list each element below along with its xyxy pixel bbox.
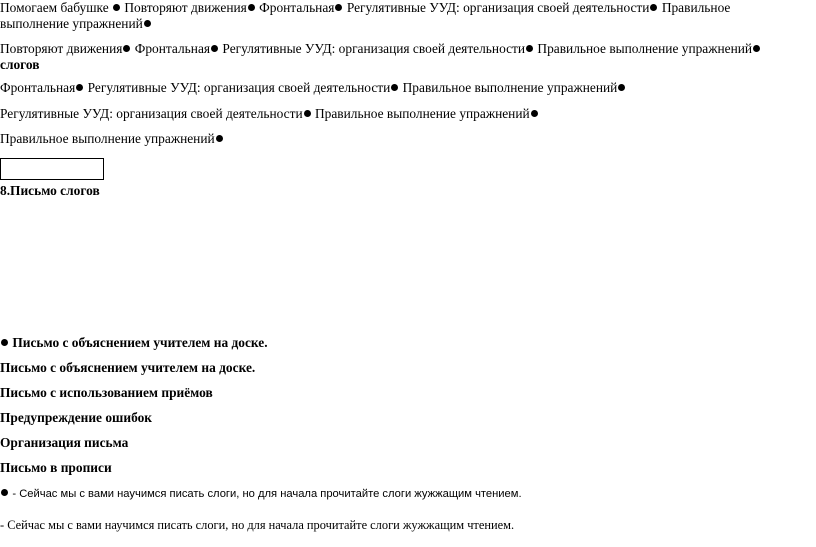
bullet-icon <box>113 4 120 11</box>
bold-item-2: Письмо с объяснением учителем на доске. <box>0 360 256 375</box>
line5-text-1: Правильное выполнение упражнений <box>0 131 215 146</box>
bold-item-1-text: Письмо с объяснением учителем на доске. <box>12 335 268 350</box>
line4-text-2: Правильное выполнение упражнений <box>315 106 530 121</box>
line2-text-4: Правильное выполнение упражнений <box>537 41 753 56</box>
bullet-icon <box>335 4 342 11</box>
bold-item-4: Предупреждение ошибок <box>0 410 152 425</box>
bold-item-5: Организация письма <box>0 435 129 450</box>
bullet-icon <box>248 4 255 11</box>
instruction-line-1 <box>0 485 522 502</box>
line3-text-1: Фронтальная <box>0 80 76 95</box>
bold-item-1 <box>0 335 268 350</box>
bullet-icon <box>391 84 398 91</box>
bold-item-6: Письмо в прописи <box>0 460 112 475</box>
bullet-icon <box>753 45 760 52</box>
bold-item-3: Письмо с использованием приёмов <box>0 385 213 400</box>
line2-syllables: слогов <box>0 56 40 72</box>
line1-text-2: Повторяют движения <box>124 0 247 15</box>
line1-text-5: Правильное выполнение упражнений <box>0 0 731 31</box>
line4-text-1: Регулятивные УУД: организация своей деятельности <box>0 106 303 121</box>
bullet-icon <box>531 110 538 117</box>
line3-text-3: Правильное выполнение упражнений <box>402 80 618 95</box>
bullet-icon <box>123 45 130 52</box>
bullet-icon <box>618 84 625 91</box>
text-line-4 <box>0 106 539 121</box>
bullet-icon <box>650 4 657 11</box>
line2-text-1: Повторяют движения <box>0 41 123 56</box>
line2-text-2: Фронтальная <box>134 41 211 56</box>
text-line-2 <box>0 41 790 72</box>
bullet-icon <box>1 489 8 496</box>
bullet-icon <box>76 84 83 91</box>
empty-box <box>0 158 104 180</box>
bullet-icon <box>216 135 223 142</box>
line1-text-4: Регулятивные УУД: организация своей деятельности <box>346 0 650 15</box>
instruction-line-2: - Сейчас мы с вами научимся писать слоги, но для начала прочитайте слоги жужжащим чтением. <box>0 518 515 532</box>
line1-text-1: Помогаем бабушке <box>0 0 109 15</box>
bullet-icon <box>1 339 8 346</box>
bullet-icon <box>526 45 533 52</box>
line3-text-2: Регулятивные УУД: организация своей деятельности <box>87 80 391 95</box>
bullet-icon <box>304 110 311 117</box>
text-line-3 <box>0 80 626 95</box>
bullet-icon <box>144 20 151 27</box>
section-title: 8.Письмо слогов <box>0 183 100 198</box>
line2-text-3: Регулятивные УУД: организация своей деятельности <box>222 41 526 56</box>
bullet-icon <box>211 45 218 52</box>
instruction-text-sans: - Сейчас мы с вами научимся писать слоги, но для начала прочитайте слоги жужжащим чтением. <box>12 488 522 500</box>
text-line-1 <box>0 0 790 31</box>
text-line-5 <box>0 131 224 146</box>
line1-text-3: Фронтальная <box>259 0 335 15</box>
